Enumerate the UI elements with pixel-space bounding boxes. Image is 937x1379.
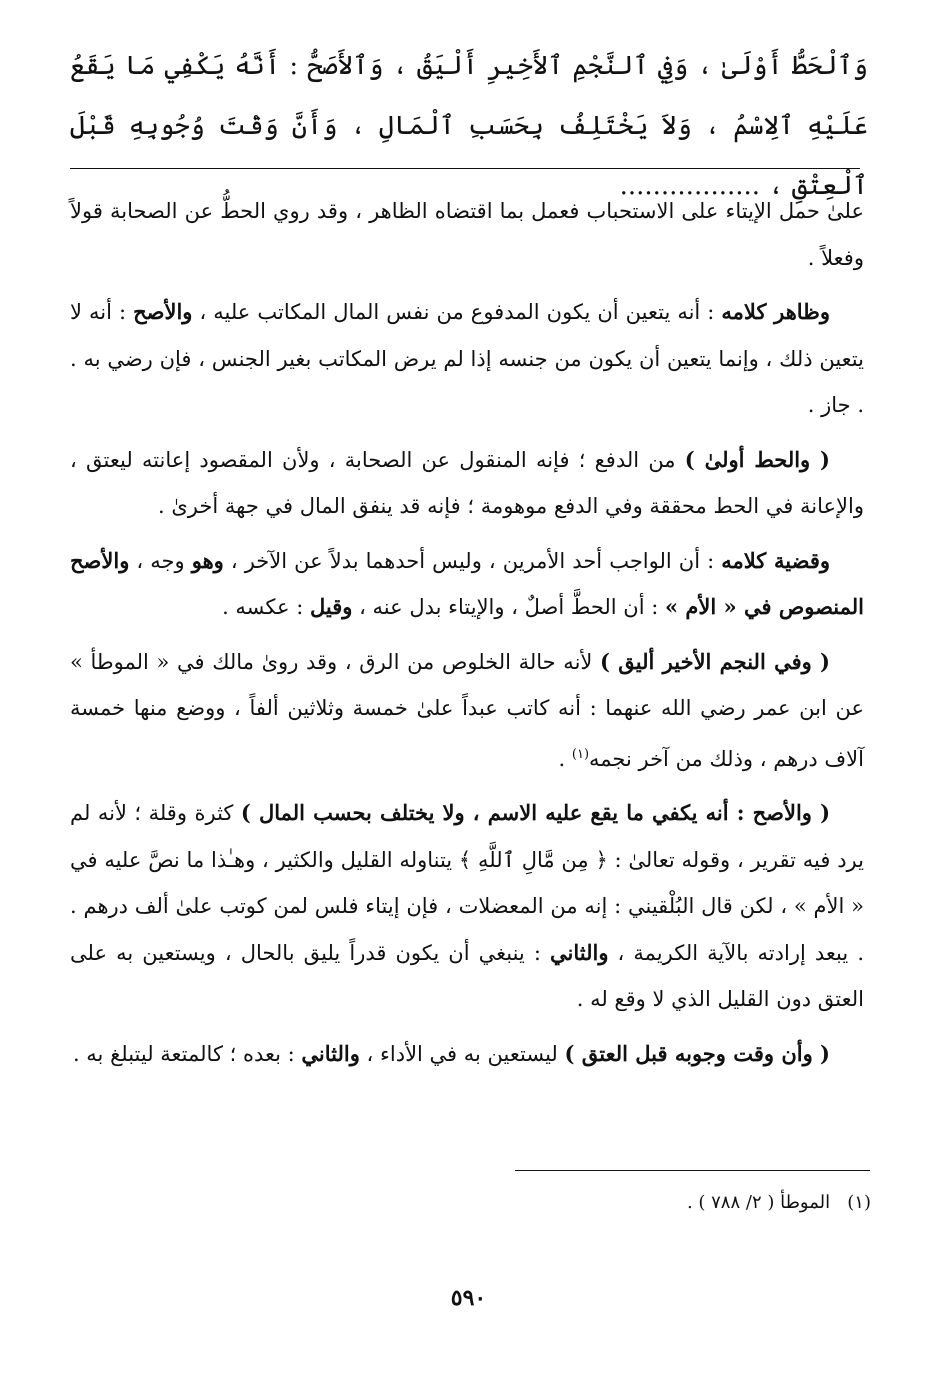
bold-phrase: والثاني [301,1040,360,1066]
bold-phrase: وهو [191,547,224,573]
footnote-text: الموطأ ( ٢/ ٧٨٨ ) . [686,1192,831,1213]
commentary-paragraph-5 [70,639,864,783]
paragraph-text: : ينبغي أن يكون قدراً يليق بالحال ، ويستعين به على العتق دون القليل الذي لا وقع له . [70,940,864,1011]
top-separator [70,168,860,169]
commentary-block [70,188,864,1085]
commentary-paragraph-6 [70,790,864,1023]
footnote-reference: (١) [571,746,590,762]
bold-phrase: والثاني [550,939,609,965]
paragraph-text: : بعده ؛ كالمتعة ليتبلغ به . [72,1041,302,1066]
paragraph-text: من الدفع ؛ فإنه المنقول عن الصحابة ، ولأن المقصود إعانته ليعتق ، والإعانة في الحط محققة وفي الدفع موهومة ؛ فإنه قد ينفق المال في جهة أخرىٰ . [70,447,864,518]
paragraph-text: وجه ، [129,548,192,573]
paragraph-text: : عكسه . [222,595,310,619]
paragraph-text: كثرة وقلة ؛ لأنه لم يرد فيه تقرير ، وقوله تعالىٰ : ﴿ مِن مَّالِ ٱللَّهِ ﴾ يتناوله القليل والكثير ، وهـٰذا ما نصَّ عليه في « الأم » ، لكن قال البُلْقيني : إنه من المعضلات ، فإن إيتاء فلس لمن كوتب علىٰ ألف درهم . . يبعد إرادته بالآية الكريمة ، [70,801,864,965]
bold-phrase: ( وأن وقت وجوبه قبل العتق ) [564,1040,830,1066]
paragraph-text: : أنه لا يتعين ذلك ، وإنما يتعين أن يكون من جنسه إذا لم يرض المكاتب بغير الجنس ، فإن رضي به . . جاز . [70,300,864,417]
page-number: ٥٩٠ [450,1285,487,1311]
bold-phrase: وقيل [309,594,353,619]
commentary-paragraph-4 [70,538,864,631]
footnote-number: (١) [847,1192,871,1213]
bold-phrase: وظاهر كلامه [721,299,831,324]
bold-phrase: وقضية كلامه [721,547,830,573]
commentary-paragraph-7 [70,1031,864,1078]
bold-phrase: ( والحط أولىٰ ) [684,446,830,472]
commentary-paragraph-2 [70,289,864,429]
paragraph-text: : أن الواجب أحد الأمرين ، وليس أحدهما بدلاً عن الآخر ، [223,548,722,573]
bold-phrase: والأصح المنصوص في « الأم » [70,547,864,619]
paragraph-text: : أنه يتعين أن يكون المدفوع من نفس المال المكاتب عليه ، [192,300,722,324]
commentary-paragraph-3 [70,437,864,530]
paragraph-text: ليستعين به في الأداء ، [359,1041,565,1066]
footnote-separator [515,1170,870,1171]
bold-phrase: ( والأصح : أنه يكفي ما يقع عليه الاسم ، ولا يختلف بحسب المال ) [240,800,831,825]
bold-phrase: ( وفي النجم الأخير أليق ) [600,648,830,674]
commentary-paragraph-1 [70,188,864,281]
paragraph-text: علىٰ حمل الإيتاء على الاستحباب فعمل بما اقتضاه الظاهر ، وقد روي الحطُّ عن الصحابة قولاً وفعلاً . [70,199,864,270]
matn-dots: ................. [619,171,761,201]
footnote [687,1188,871,1218]
bold-phrase: والأصح [133,299,193,324]
matn-line: وَٱلْحَطُّ أَوْلَىٰ ، وَفِي ٱلنَّجْمِ ٱلأَخِيرِ أَلْيَقُ ، وَٱلأَصَحُّ : أَنَّهُ يَكْفِي مَا يَقَعُ عَلَيْهِ ٱلِاسْمُ ، وَلاَ يَخْتَلِفُ بِحَسَبِ ٱلْمَالِ ، وَأَنَّ وَقْتَ وُجُوبِهِ قَبْلَ ٱلْعِتْقِ ، [70,51,868,201]
paragraph-text: . [558,746,572,771]
paragraph-text: لأنه حالة الخلوص من الرق ، وقد روىٰ مالك في « الموطأ » عن ابن عمر رضي الله عنهما : أنه كاتب عبداً علىٰ خمسة وثلاثين ألفاً ، ووضع منها خمسة آلاف درهم ، وذلك من آخر نجمه [70,649,864,771]
paragraph-text: : أن الحطَّ أصلٌ ، والإيتاء بدل عنه ، [352,595,665,619]
